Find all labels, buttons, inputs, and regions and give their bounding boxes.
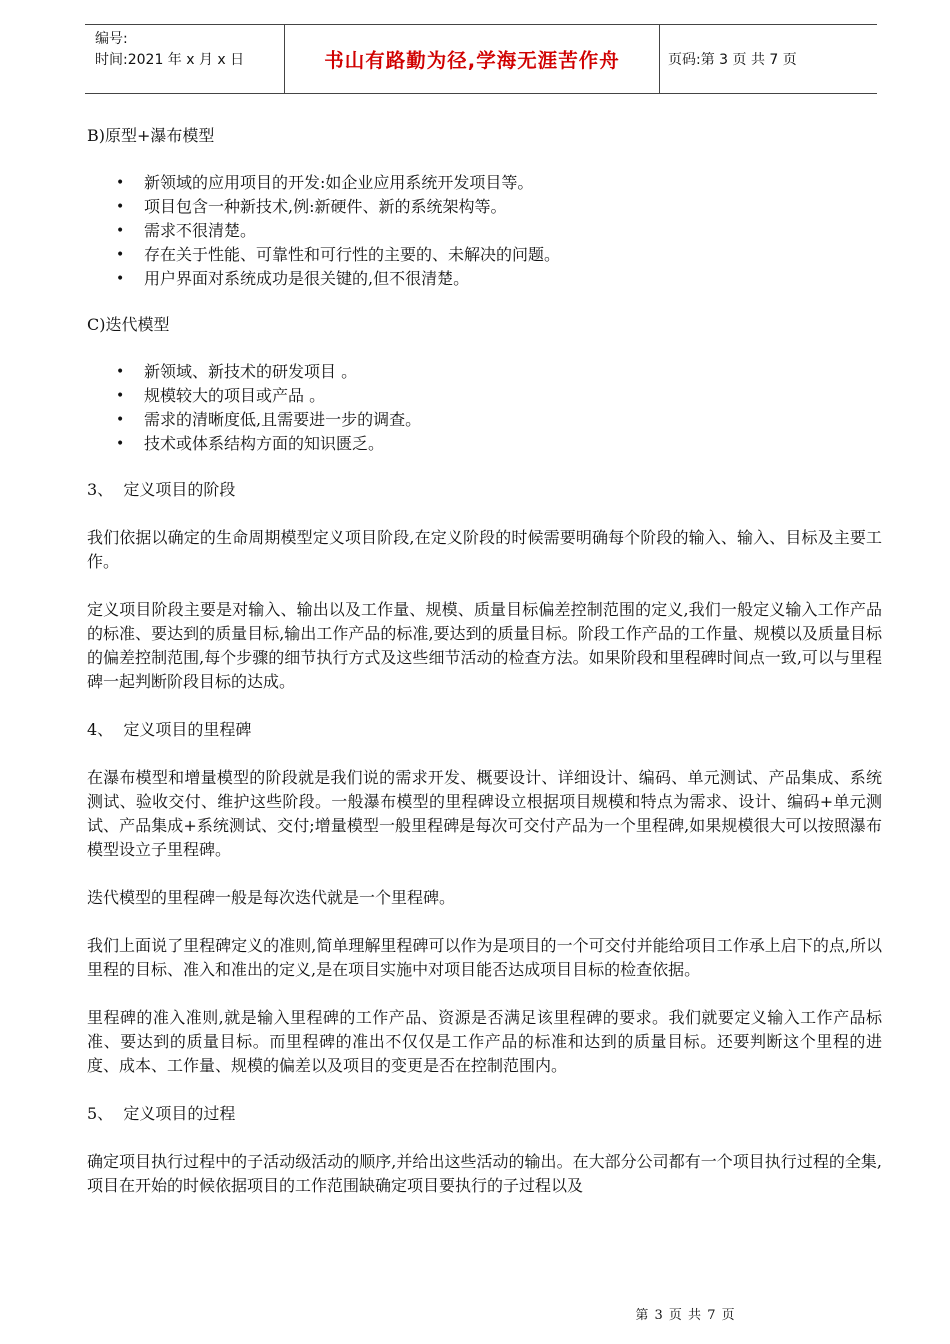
list-item: • 规模较大的项目或产品 。 bbox=[87, 384, 882, 408]
paragraph: 确定项目执行过程中的子活动级活动的顺序,并给出这些活动的输出。在大部分公司都有一个项目执行过程的全集,项目在开始的时候依据项目的工作范围缺确定项目要执行的子过程以及 bbox=[87, 1152, 882, 1195]
page-info: 页码:第 3 页 共 7 页 bbox=[668, 52, 797, 68]
paragraph: 我们上面说了里程碑定义的准则,简单理解里程碑可以作为是项目的一个可交付并能给项目工作承上启下的点,所以里程的目标、准入和准出的定义,是在项目实施中对项目能否达成项目目标的检查依据。 bbox=[87, 936, 882, 979]
header-left-cell bbox=[85, 25, 285, 93]
list-item: • 用户界面对系统成功是很关键的,但不很清楚。 bbox=[87, 267, 882, 291]
paragraph: 迭代模型的里程碑一般是每次迭代就是一个里程碑。 bbox=[87, 888, 456, 907]
section-b-title: B)原型+瀑布模型 bbox=[87, 126, 215, 145]
bullet-icon: • bbox=[116, 271, 125, 287]
page-header bbox=[85, 24, 877, 94]
bullet-icon: • bbox=[116, 175, 125, 191]
section-b-list bbox=[87, 171, 882, 291]
section-c-list bbox=[87, 360, 882, 456]
paragraph: 我们依据以确定的生命周期模型定义项目阶段,在定义阶段的时候需要明确每个阶段的输入、输入、目标及主要工作。 bbox=[87, 528, 882, 571]
motto: 书山有路勤为径,学海无涯苦作舟 bbox=[285, 25, 660, 93]
paragraph: 定义项目阶段主要是对输入、输出以及工作量、规模、质量目标偏差控制范围的定义,我们一般定义输入工作产品的标准、要达到的质量目标,输出工作产品的标准,要达到的质量目标。阶段工作产品的工作量、规模以及质量目标的偏差控制范围,每个步骤的细节执行方式及这些细节活动的检查方法。如果阶段和里程碑时间点一致,可以与里程碑一起判断阶段目标的达成。 bbox=[87, 600, 882, 691]
bullet-icon: • bbox=[116, 247, 125, 263]
list-item: • 新领域、新技术的研发项目 。 bbox=[87, 360, 882, 384]
document-body bbox=[87, 124, 882, 1222]
page-footer bbox=[0, 1304, 950, 1323]
footer-page-number: 第 3 页 共 7 页 bbox=[635, 1308, 735, 1323]
heading-5: 5、 定义项目的过程 bbox=[87, 1104, 236, 1123]
number-label: 编号: bbox=[95, 31, 128, 47]
paragraph: 里程碑的准入准则,就是输入里程碑的工作产品、资源是否满足该里程碑的要求。我们就要定义输入工作产品标准、要达到的质量目标。而里程碑的准出不仅仅是工作产品的标准和达到的质量目标。还要判断这个里程的进度、成本、工作量、规模的偏差以及项目的变更是否在控制范围内。 bbox=[87, 1008, 882, 1075]
heading-4: 4、 定义项目的里程碑 bbox=[87, 720, 252, 739]
bullet-icon: • bbox=[116, 223, 125, 239]
bullet-icon: • bbox=[116, 364, 125, 380]
time-label: 时间:2021 年 x 月 x 日 bbox=[95, 52, 245, 68]
list-item: • 存在关于性能、可靠性和可行性的主要的、未解决的问题。 bbox=[87, 243, 882, 267]
bullet-icon: • bbox=[116, 436, 125, 452]
list-item: • 技术或体系结构方面的知识匮乏。 bbox=[87, 432, 882, 456]
section-c-title: C)迭代模型 bbox=[87, 315, 170, 334]
paragraph: 在瀑布模型和增量模型的阶段就是我们说的需求开发、概要设计、详细设计、编码、单元测试、产品集成、系统测试、验收交付、维护这些阶段。一般瀑布模型的里程碑设立根据项目规模和特点为需求、设计、编码+单元测试、产品集成+系统测试、交付;增量模型一般里程碑是每次可交付产品为一个里程碑,如果规模很大可以按照瀑布模型设立子里程碑。 bbox=[87, 768, 882, 859]
list-item: • 新领域的应用项目的开发:如企业应用系统开发项目等。 bbox=[87, 171, 882, 195]
list-item: • 需求不很清楚。 bbox=[87, 219, 882, 243]
heading-3: 3、 定义项目的阶段 bbox=[87, 480, 236, 499]
list-item: • 项目包含一种新技术,例:新硬件、新的系统架构等。 bbox=[87, 195, 882, 219]
bullet-icon: • bbox=[116, 388, 125, 404]
list-item: • 需求的清晰度低,且需要进一步的调查。 bbox=[87, 408, 882, 432]
bullet-icon: • bbox=[116, 412, 125, 428]
bullet-icon: • bbox=[116, 199, 125, 215]
